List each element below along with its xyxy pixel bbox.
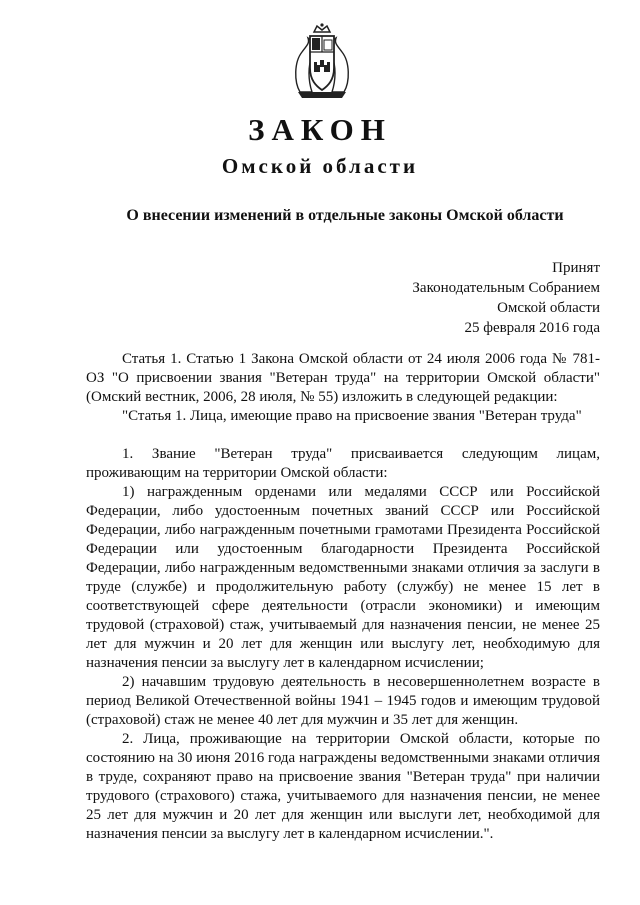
paragraph-intro: Статья 1. Статью 1 Закона Омской области от 24 июля 2006 года № 781-ОЗ "О присвоении звания "Ветеран труда" на территории Омской области" (Омский вестник, 2006, 28 июля, № 55) изложить в следующей редакции: (86, 351, 600, 405)
coat-of-arms-icon (290, 22, 354, 100)
document-body (86, 350, 600, 844)
paragraph-1-item-1: 1) награжденным орденами или медалями СССР или Российской Федерации, либо удостоенным почетных званий СССР или Российской Федерации, либо награжденным почетными грамотами Президента Российской Федерации или удостоенным благодарности Президента Российской Федерации, либо награжденным ведомственными знаками отличия за заслуги в труде (службе) и продолжительную работу (службу) не менее 15 лет в соответствующей сфере деятельности (отрасли экономики) и имеющим трудовой (страховой) стаж, учитываемый для назначения пенсии, не менее 25 лет для мужчин и 20 лет для женщин или выслугу лет, необходимую для назначения пенсии за выслугу лет в календарном исчислении; (86, 484, 600, 671)
paragraph-1-item-2: 2) начавшим трудовую деятельность в несовершеннолетнем возрасте в период Великой Отечественной войны 1941 – 1945 годов и имеющим трудовой (страховой) стаж не менее 40 лет для мужчин и 35 лет для женщин. (86, 674, 600, 728)
adoption-date: 25 февраля 2016 года (464, 320, 600, 336)
law-title: ЗАКОН (248, 112, 392, 147)
document-name: О внесении изменений в отдельные законы Омской области (126, 207, 564, 224)
adoption-line: Законодательным Собранием (412, 280, 600, 296)
adoption-line: Омской области (497, 300, 600, 316)
paragraph-2: 2. Лица, проживающие на территории Омской области, которые по состоянию на 30 июня 2016 года награждены ведомственными знаками отличия в труде, сохраняют право на присвоение звания "Ветеран труда" при наличии трудового (страхового) стажа, учитываемого для назначения пенсии, не менее 25 лет для мужчин и 20 лет для женщин или выслуги лет, необходимой для назначения пенсии за выслугу лет в календарном исчислении.". (86, 731, 600, 842)
adoption-line: Принят (552, 260, 600, 276)
paragraph-1: 1. Звание "Ветеран труда" присваивается следующим лицам, проживающим на территории Омской области: (86, 446, 600, 481)
region-subtitle: Омской области (221, 154, 419, 178)
article-heading: "Статья 1. Лица, имеющие право на присвоение звания "Ветеран труда" (122, 408, 582, 424)
adoption-block (300, 258, 600, 338)
